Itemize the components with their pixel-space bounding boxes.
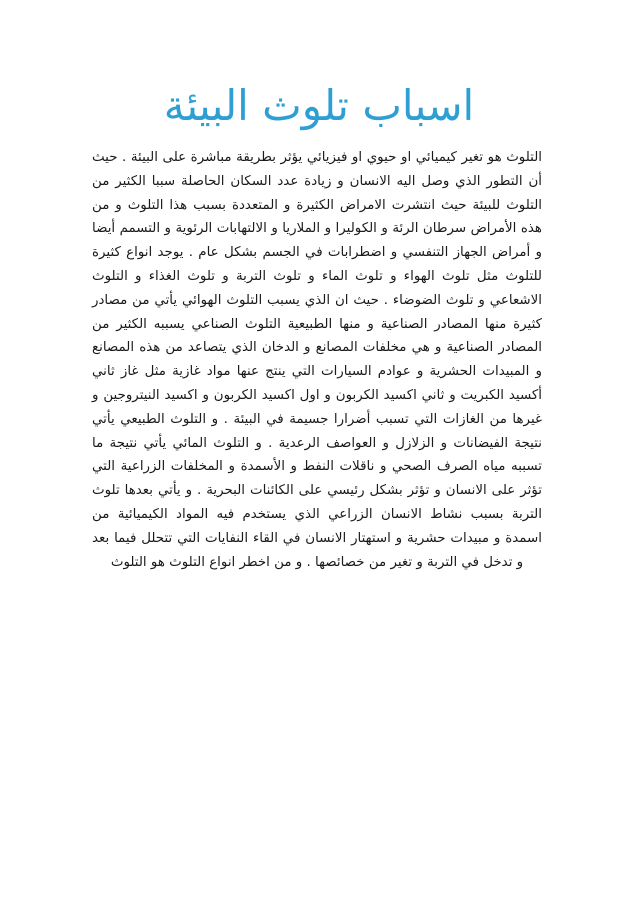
document-title: اسباب تلوث البيئة <box>163 81 475 130</box>
body-paragraph: التلوث هو تغير كيميائي او حيوي او فيزيائي يؤثر بطريقة مباشرة على البيئة . حيث أن التطور الذي وصل اليه الانسان و زيادة عدد السكان الحاصلة سببا الكثير من التلوث للبيئة حيث انتشرت الامراض الكثيرة و المتعددة بسبب هذا التلوث و من هذه الأمراض سرطان الرئة و الكوليرا و الملاريا و الالتهابات الرئوية و التسمم أيضا و أمراض الجهاز التنفسي و اضطرابات في الجسم بشكل عام . يوجد انواع كثيرة للتلوث مثل تلوث الهواء و تلوث الماء و تلوث التربة و تلوث الغذاء و التلوث الاشعاعي و تلوث الضوضاء . حيث ان الذي يسبب التلوث الهوائي يأتي من مصادر كثيرة منها المصادر الصناعية و منها الطبيعية التلوث الصناعي يسببه الكثير من المصادر الصناعية و هي مخلفات المصانع و الدخان الذي يتصاعد من هذه المصانع و المبيدات الحشرية و عوادم السيارات التي ينتج عنها مواد غازية مثل غاز ثاني أكسيد الكبريت و ثاني اكسيد الكربون و اول اكسيد الكربون و اكسيد النيتروجين و غيرها من الغازات التي تسبب أضرارا جسيمة في البيئة . و التلوث الطبيعي يأتي نتيجة الفيضانات و الزلازل و العواصف الرعدية . و التلوث المائي يأتي نتيجة ما تسببه مياه الصرف الصحي و ناقلات النفط و الأسمدة و المخلفات الزراعية التي تؤثر على الانسان و تؤثر بشكل رئيسي على الكائنات البحرية . و يأتي بعدها تلوث التربة بسبب نشاط الانسان الزراعي الذي يستخدم فيه المواد الكيميائية من اسمدة و مبيدات حشرية و استهتار الانسان في القاء النفايات التي تتحلل فيما بعد و تدخل في التربة و تغير من خصائصها . و من اخطر انواع التلوث هو التلوث <box>92 150 542 570</box>
